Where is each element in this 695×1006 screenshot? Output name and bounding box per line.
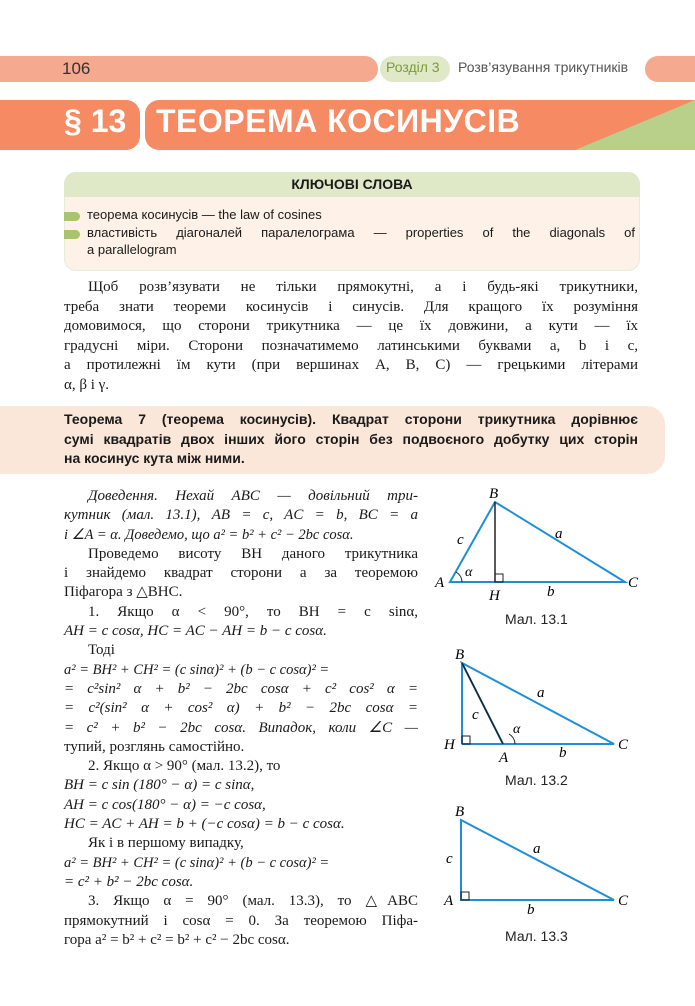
side-c-label: c — [457, 532, 464, 548]
vertex-a-label: A — [499, 750, 509, 763]
proof-line: = c²sin² α + b² − 2bc cosα + c² cos² α = — [64, 680, 418, 697]
foot-h-label: H — [444, 737, 455, 753]
figure-13-2-caption: Мал. 13.2 — [505, 772, 568, 788]
vertex-a-label: A — [444, 893, 454, 909]
side-ab — [462, 663, 503, 744]
side-b-label: b — [547, 584, 555, 600]
proof-line: 1. Якщо α < 90°, то BH = c sinα, — [88, 603, 418, 620]
proof-line: і знайдемо квадрат сторони a за теоремою — [64, 565, 418, 582]
vertex-c-label: C — [618, 893, 629, 909]
proof-line: = c² + b² − 2bc cosα. Випадок, коли ∠C — — [64, 719, 418, 736]
keywords-heading: КЛЮЧОВІ СЛОВА — [291, 176, 413, 192]
proof-line: Проведемо висоту BH даного трикутника — [88, 545, 418, 562]
section-tag: Розділ 3 — [386, 59, 440, 75]
vertex-a-label: A — [435, 575, 445, 591]
angle-arc — [456, 572, 462, 582]
proof-line: прямокутний і cosα = 0. За теоремою Піфа- — [64, 912, 418, 929]
vertex-c-label: C — [628, 575, 639, 591]
vertex-b-label: B — [489, 486, 499, 502]
proof-line: = c²(sin² α + cos² α) + b² − 2bc cosα = — [64, 700, 418, 717]
proof-line: AH = c cos(180° − α) = −c cosα, — [64, 796, 266, 813]
figure-13-3 — [425, 800, 640, 920]
keyword-bullet — [64, 212, 80, 221]
header-band-left — [0, 56, 378, 82]
proof-line: a² = BH² + CH² = (c sinα)² + (b − c cosα)² = — [64, 661, 330, 678]
proof-line: і ∠A = α. Доведемо, що a² = b² + c² − 2bc cosα. — [64, 526, 354, 543]
theorem-statement — [64, 410, 638, 469]
header-band-right — [645, 56, 695, 82]
theorem-line: сумі квадратів двох інших його сторін без подвоєного добутку цих сторін — [64, 430, 638, 447]
proof-line: Як і в першому випадку, — [88, 835, 244, 852]
proof-text — [64, 487, 418, 950]
intro-line: треба знати теореми косинусів і синусів. Для кращого їх розуміння — [64, 298, 638, 315]
proof-line: 2. Якщо α > 90° (мал. 13.2), то — [88, 758, 281, 775]
page-number: 106 — [62, 59, 91, 78]
theorem-line: на косинус кута між ними. — [64, 450, 245, 467]
figure-13-1 — [425, 484, 640, 604]
intro-line: а протилежні їм кути (при вершинах A, B, C) — грецькими літерами — [64, 357, 638, 374]
section-title: Розв’язування трикутників — [458, 59, 629, 75]
alpha-label: α — [513, 722, 521, 737]
alpha-label: α — [465, 565, 473, 580]
proof-line: HC = AC + AH = b + (−c cosα) = b − c cosα. — [64, 816, 345, 833]
figure-13-2 — [425, 645, 640, 763]
keyword-bullet — [64, 230, 80, 239]
proof-line: a² = BH² + CH² = (c sinα)² + (b − c cosα)² = — [64, 854, 330, 871]
figure-13-3-caption: Мал. 13.3 — [505, 928, 568, 944]
side-a-label: a — [533, 841, 541, 857]
right-angle-mark — [462, 736, 470, 744]
proof-line: Тоді — [88, 642, 115, 659]
right-angle-mark — [495, 574, 503, 582]
title-green-accent — [575, 100, 695, 150]
page-title: ТЕОРЕМА КОСИНУСІВ — [156, 103, 521, 139]
proof-line: гора a² = b² + c² = b² + c² − 2bc cosα. — [64, 931, 290, 948]
section-number: § 13 — [64, 103, 127, 139]
keyword-item-cont: a parallelogram — [87, 242, 177, 257]
intro-line: домовимося, що сторони трикутника — це їх довжини, а кути — їх — [64, 318, 638, 335]
intro-line: градусні міри. Сторони позначатимемо латинськими буквами a, b і c, — [64, 337, 638, 354]
side-a-label: a — [537, 685, 545, 701]
triangle-abc — [450, 502, 625, 582]
triangle-abc — [462, 663, 614, 744]
side-b-label: b — [527, 902, 535, 918]
intro-line: Щоб розв’язувати не тільки прямокутні, а і будь-які трикутники, — [88, 279, 638, 295]
proof-line: кутник (мал. 13.1), AB = c, AC = b, BC = a — [64, 507, 418, 524]
proof-line: = c² + b² − 2bc cosα. — [64, 873, 194, 890]
theorem-line: Теорема 7 (теорема косинусів). Квадрат сторони трикутника дорівнює — [64, 411, 638, 427]
proof-line: Доведення. Нехай ABC — довільний три- — [88, 488, 418, 504]
side-a-label: a — [555, 526, 563, 542]
triangle-abc — [461, 820, 614, 900]
proof-line: BH = c sin (180° − α) = c sinα, — [64, 777, 255, 794]
side-c-label: c — [446, 851, 453, 867]
proof-line: 3. Якщо α = 90° (мал. 13.3), то △ABC — [88, 893, 418, 910]
keyword-item: властивість діагоналей паралелограма — properties of the diagonals of — [87, 225, 635, 240]
keyword-item: теорема косинусів — the law of cosines — [87, 207, 322, 222]
vertex-b-label: B — [455, 647, 465, 663]
intro-line: α, β і γ. — [64, 376, 110, 393]
figure-13-1-caption: Мал. 13.1 — [505, 611, 568, 627]
proof-line: Піфагора з △BHC. — [64, 584, 183, 601]
foot-h-label: H — [489, 588, 500, 604]
proof-line: тупий, розглянь самостійно. — [64, 738, 245, 755]
intro-paragraph — [64, 278, 638, 396]
side-b-label: b — [559, 745, 567, 761]
right-angle-mark — [461, 892, 469, 900]
vertex-b-label: B — [455, 804, 465, 820]
vertex-c-label: C — [618, 737, 629, 753]
proof-line: AH = c cosα, HC = AC − AH = b − c cosα. — [64, 623, 327, 640]
side-c-label: c — [472, 707, 479, 723]
